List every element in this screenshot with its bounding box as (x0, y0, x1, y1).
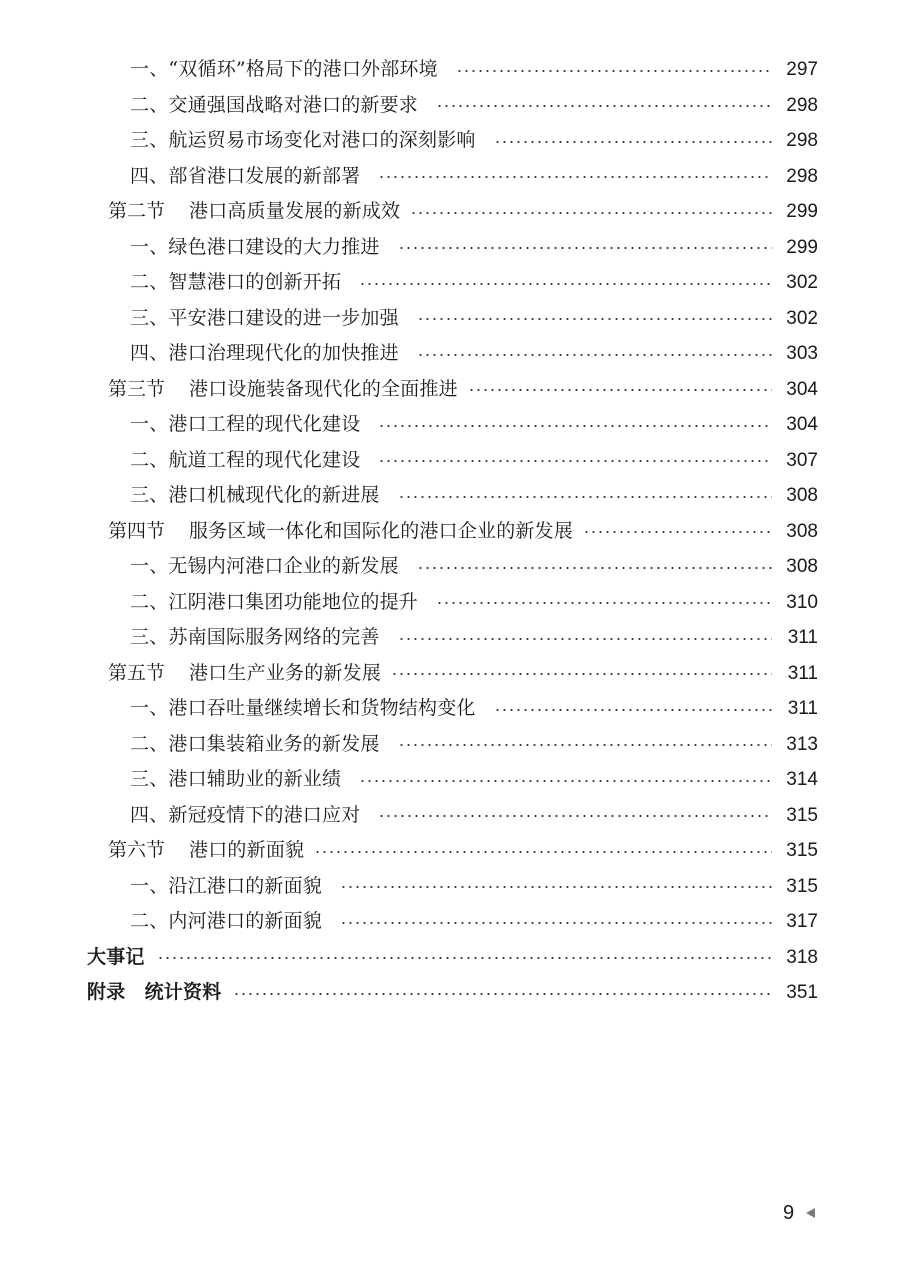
toc-entry-title: 二、智慧港口的创新开拓 (130, 271, 342, 294)
toc-dot-leader (494, 141, 772, 143)
toc-page-number: 314 (786, 769, 818, 791)
toc-dot-leader (436, 602, 772, 604)
toc-dot-leader (410, 212, 772, 214)
toc-page-number: 351 (786, 982, 818, 1004)
toc-item-row[interactable] (0, 443, 900, 479)
toc-dot-leader (398, 496, 772, 498)
toc-dot-leader (398, 638, 772, 640)
toc-dot-leader (233, 993, 772, 995)
toc-page-number: 317 (786, 911, 818, 933)
toc-section-number: 第六节 (108, 839, 166, 862)
toc-item-row[interactable] (0, 869, 900, 905)
toc-page-number: 315 (786, 875, 818, 897)
toc-entry-title: 一、无锡内河港口企业的新发展 (130, 555, 399, 578)
toc-page-number: 308 (786, 556, 818, 578)
toc-page-number: 311 (787, 662, 818, 684)
toc-dot-leader (340, 886, 772, 888)
toc-entry-title: 三、平安港口建设的进一步加强 (130, 306, 399, 329)
toc-entry-title: 三、航运贸易市场变化对港口的深刻影响 (130, 129, 476, 152)
toc-dot-leader (340, 922, 772, 924)
toc-section-number: 第三节 (108, 377, 166, 400)
toc-section-row[interactable] (0, 194, 900, 230)
toc-page-number: 315 (786, 840, 818, 862)
toc-dot-leader (417, 318, 772, 320)
toc-page-number: 304 (786, 414, 818, 436)
toc-section-number: 第四节 (108, 519, 166, 542)
toc-entry-title: 四、部省港口发展的新部署 (130, 164, 361, 187)
toc-page-number: 311 (787, 627, 818, 649)
triangle-left-icon (806, 1208, 815, 1218)
toc-entry-title: 四、新冠疫情下的港口应对 (130, 803, 361, 826)
toc-entry-title: 四、港口治理现代化的加快推进 (130, 342, 399, 365)
toc-entry-title: 一、港口工程的现代化建设 (130, 413, 361, 436)
toc-entry-title: 二、航道工程的现代化建设 (130, 448, 361, 471)
page-footer (760, 1198, 840, 1228)
toc-item-row[interactable] (0, 301, 900, 337)
toc-page-number: 298 (786, 165, 818, 187)
toc-page-number: 308 (786, 520, 818, 542)
toc-page-number: 302 (786, 307, 818, 329)
toc-item-row[interactable] (0, 585, 900, 621)
toc-entry-title: 二、交通强国战略对港口的新要求 (130, 93, 419, 116)
toc-section-row[interactable] (0, 514, 900, 550)
toc-dot-leader (417, 354, 772, 356)
toc-entry-title: 港口高质量发展的新成效 (189, 200, 401, 223)
toc-entry-title: 二、内河港口的新面貌 (130, 910, 323, 933)
toc-page-number: 299 (786, 201, 818, 223)
toc-entry-title: 三、港口机械现代化的新进展 (130, 484, 380, 507)
toc-dot-leader (359, 780, 772, 782)
toc-entry-title: 港口的新面貌 (189, 839, 305, 862)
toc-item-row[interactable] (0, 620, 900, 656)
toc-page-number: 315 (786, 804, 818, 826)
toc-entry-title: 一、沿江港口的新面貌 (130, 874, 323, 897)
toc-item-row[interactable] (0, 88, 900, 124)
toc-item-row[interactable] (0, 265, 900, 301)
toc-page-number: 308 (786, 485, 818, 507)
toc-page-number: 297 (786, 59, 818, 81)
toc-entry-title: 港口设施装备现代化的全面推进 (189, 377, 458, 400)
table-of-contents (0, 52, 900, 1011)
toc-item-row[interactable] (0, 159, 900, 195)
toc-page-number: 302 (786, 272, 818, 294)
toc-dot-leader (391, 673, 772, 675)
page-number: 9 (783, 1201, 795, 1224)
toc-section-row[interactable] (0, 372, 900, 408)
toc-page-number: 311 (787, 698, 818, 720)
toc-entry-title: 服务区域一体化和国际化的港口企业的新发展 (189, 519, 574, 542)
toc-entry-title: 二、港口集装箱业务的新发展 (130, 732, 380, 755)
toc-entry-title: 二、江阴港口集团功能地位的提升 (130, 590, 419, 613)
toc-entry-title: 附录 统计资料 (87, 981, 222, 1004)
toc-dot-leader (157, 957, 772, 959)
toc-entry-title: 港口生产业务的新发展 (189, 661, 382, 684)
toc-entry-title: 一、“双循环”格局下的港口外部环境 (130, 58, 438, 81)
toc-entry-title: 三、苏南国际服务网络的完善 (130, 626, 380, 649)
toc-section-number: 第五节 (108, 661, 166, 684)
toc-dot-leader (417, 567, 772, 569)
toc-entry-title: 一、绿色港口建设的大力推进 (130, 235, 380, 258)
toc-page-number: 318 (786, 946, 818, 968)
toc-item-row[interactable] (0, 52, 900, 88)
toc-item-row[interactable] (0, 478, 900, 514)
toc-item-row[interactable] (0, 762, 900, 798)
toc-page-number: 310 (786, 591, 818, 613)
toc-dot-leader (456, 70, 772, 72)
toc-item-row[interactable] (0, 336, 900, 372)
toc-top-row[interactable] (0, 940, 900, 976)
toc-dot-leader (378, 176, 772, 178)
toc-item-row[interactable] (0, 549, 900, 585)
toc-item-row[interactable] (0, 123, 900, 159)
toc-section-row[interactable] (0, 833, 900, 869)
toc-page-number: 304 (786, 378, 818, 400)
toc-page-number: 299 (786, 236, 818, 258)
toc-entry-title: 大事记 (87, 945, 145, 968)
toc-item-row[interactable] (0, 691, 900, 727)
toc-dot-leader (378, 425, 772, 427)
toc-dot-leader (314, 851, 772, 853)
toc-dot-leader (378, 460, 772, 462)
toc-entry-title: 一、港口吞吐量继续增长和货物结构变化 (130, 697, 476, 720)
toc-top-row[interactable] (0, 975, 900, 1011)
toc-item-row[interactable] (0, 230, 900, 266)
toc-dot-leader (359, 283, 772, 285)
toc-dot-leader (583, 531, 772, 533)
toc-page-number: 298 (786, 130, 818, 152)
toc-dot-leader (494, 709, 772, 711)
toc-dot-leader (468, 389, 772, 391)
toc-page-number: 298 (786, 94, 818, 116)
toc-item-row[interactable] (0, 407, 900, 443)
toc-dot-leader (398, 247, 772, 249)
toc-dot-leader (378, 815, 772, 817)
toc-dot-leader (398, 744, 772, 746)
toc-item-row[interactable] (0, 904, 900, 940)
toc-item-row[interactable] (0, 798, 900, 834)
toc-page-number: 307 (786, 449, 818, 471)
toc-page-number: 313 (786, 733, 818, 755)
toc-entry-title: 三、港口辅助业的新业绩 (130, 768, 342, 791)
toc-item-row[interactable] (0, 727, 900, 763)
toc-section-number: 第二节 (108, 200, 166, 223)
toc-dot-leader (436, 105, 772, 107)
toc-page-number: 303 (786, 343, 818, 365)
toc-section-row[interactable] (0, 656, 900, 692)
